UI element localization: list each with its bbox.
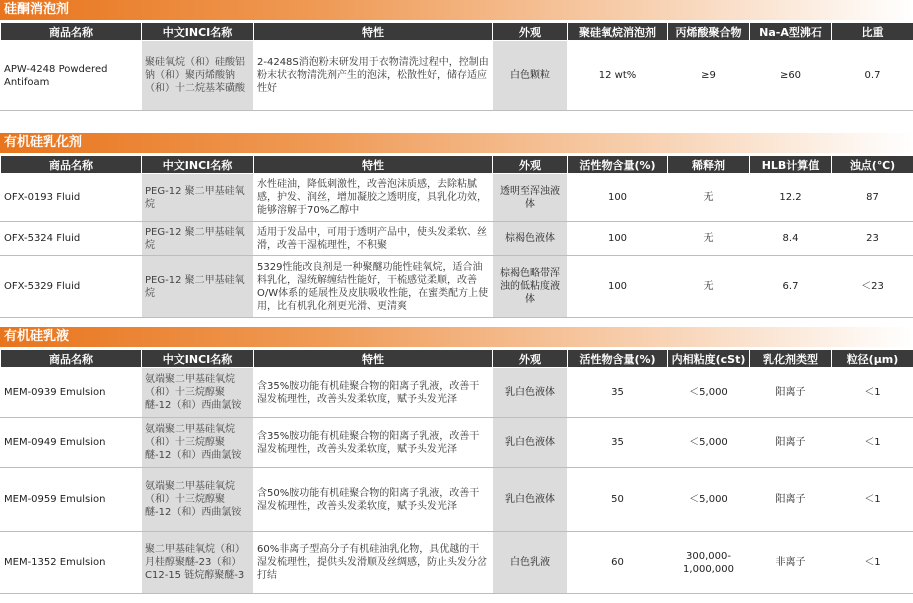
appearance: 白色颗粒 [493,41,568,111]
feature-text: 水性硅油，降低刺激性，改善泡沫质感，去除粘腻感，护发、润丝，增加凝胶之透明度，具乳化功效，能够溶解于70%乙醇中 [254,174,493,222]
inci-name: PEG-12 聚二甲基硅氧烷 [142,256,254,318]
cell-value: ＜5,000 [668,368,750,418]
cell-value: 阳离子 [750,468,832,532]
cell-value: 非离子 [750,532,832,594]
appearance: 乳白色液体 [493,418,568,468]
feature-text: 2-4248S消泡粉末研发用于衣物清洗过程中，控制由粉末状衣物清洗剂产生的泡沫，松散性好，储存适应性好 [254,41,493,111]
product-name: OFX-0193 Fluid [1,174,142,222]
column-header: 外观 [493,156,568,174]
cell-value: ＜1 [832,532,913,594]
feature-text: 适用于发品中，可用于透明产品中，使头发柔软、丝滑，改善干湿梳理性，不积聚 [254,222,493,256]
column-header: 乳化剂类型 [750,350,832,368]
cell-value: 300,000-1,000,000 [668,532,750,594]
table-row [1,222,913,256]
table-row [1,41,913,111]
cell-value: 50 [568,468,668,532]
feature-text: 60%非离子型高分子有机硅油乳化物，具优越的干湿发梳理性，提供头发滑顺及丝绸感，防止头发分岔打结 [254,532,493,594]
cell-value: 35 [568,418,668,468]
cell-value: 60 [568,532,668,594]
cell-value: 阳离子 [750,418,832,468]
product-name: MEM-0949 Emulsion [1,418,142,468]
cell-value: 阳离子 [750,368,832,418]
appearance: 棕褐色略带浑浊的低粘度液体 [493,256,568,318]
cell-value: 35 [568,368,668,418]
product-name: MEM-0959 Emulsion [1,468,142,532]
column-header: 丙烯酸聚合物 [668,23,750,41]
cell-value: 6.7 [750,256,832,318]
appearance: 透明至浑浊液体 [493,174,568,222]
cell-value: 无 [668,174,750,222]
cell-value: ≥60 [750,41,832,111]
cell-value: ≥9 [668,41,750,111]
product-name: APW-4248 Powdered Antifoam [1,41,142,111]
feature-text: 5329性能改良剂是一种聚醚功能性硅氧烷，适合油料乳化，湿统解缠结性能好，干梳感觉柔顺，改善O/W体系的延展性及皮肤吸收性能，在蜜类配方上使用，比有机乳化剂更光滑、更清爽 [254,256,493,318]
cell-value: ＜1 [832,368,913,418]
inci-name: PEG-12 聚二甲基硅氧烷 [142,222,254,256]
table-header-row [1,23,913,41]
column-header: 活性物含量(%) [568,350,668,368]
cell-value: ＜5,000 [668,468,750,532]
column-header: 中文INCI名称 [142,350,254,368]
feature-text: 含50%胺功能有机硅聚合物的阳离子乳液，改善干湿发梳理性，改善头发柔软度，赋予头发光泽 [254,468,493,532]
feature-text: 含35%胺功能有机硅聚合物的阳离子乳液，改善干湿发梳理性，改善头发柔软度，赋予头发光泽 [254,368,493,418]
cell-value: 无 [668,256,750,318]
emulsion-table [0,349,913,594]
cell-value: 0.7 [832,41,913,111]
table-row [1,174,913,222]
section-title-emulsifier: 有机硅乳化剂 [0,133,913,153]
cell-value: 100 [568,256,668,318]
feature-text: 含35%胺功能有机硅聚合物的阳离子乳液，改善干湿发梳理性，改善头发柔软度，赋予头发光泽 [254,418,493,468]
emulsifier-table [0,155,913,318]
column-header: 稀释剂 [668,156,750,174]
cell-value: 12 wt% [568,41,668,111]
table-row [1,532,913,594]
appearance: 棕褐色液体 [493,222,568,256]
table-row [1,418,913,468]
cell-value: ＜23 [832,256,913,318]
column-header: 中文INCI名称 [142,156,254,174]
column-header: 聚硅氧烷消泡剂 [568,23,668,41]
column-header: 活性物含量(%) [568,156,668,174]
inci-name: PEG-12 聚二甲基硅氧烷 [142,174,254,222]
table-row [1,468,913,532]
inci-name: 氨端聚二甲基硅氧烷（和）十三烷醇聚醚-12（和）西曲氯铵 [142,368,254,418]
product-name: MEM-1352 Emulsion [1,532,142,594]
inci-name: 聚硅氧烷（和）硅酸铝钠（和）聚丙烯酸钠（和）十二烷基苯磺酸 [142,41,254,111]
column-header: 商品名称 [1,156,142,174]
section-title-emulsion: 有机硅乳液 [0,327,913,347]
column-header: 特性 [254,23,493,41]
table-header-row [1,156,913,174]
inci-name: 氨端聚二甲基硅氧烷（和）十三烷醇聚醚-12（和）西曲氯铵 [142,418,254,468]
antifoam-table [0,22,913,111]
table-row [1,368,913,418]
inci-name: 聚二甲基硅氧烷（和）月桂醇聚醚-23（和）C12-15 链烷醇聚醚-3 [142,532,254,594]
column-header: 外观 [493,23,568,41]
cell-value: 100 [568,174,668,222]
column-header: 特性 [254,350,493,368]
cell-value: ＜5,000 [668,418,750,468]
product-name: OFX-5329 Fluid [1,256,142,318]
cell-value: ＜1 [832,468,913,532]
column-header: Na-A型沸石 [750,23,832,41]
cell-value: 100 [568,222,668,256]
table-row [1,256,913,318]
column-header: 商品名称 [1,23,142,41]
column-header: 外观 [493,350,568,368]
product-name: OFX-5324 Fluid [1,222,142,256]
product-name: MEM-0939 Emulsion [1,368,142,418]
inci-name: 氨端聚二甲基硅氧烷（和）十三烷醇聚醚-12（和）西曲氯铵 [142,468,254,532]
cell-value: 无 [668,222,750,256]
cell-value: 12.2 [750,174,832,222]
cell-value: 8.4 [750,222,832,256]
section-title-antifoam: 硅酮消泡剂 [0,0,913,20]
column-header: 浊点(℃) [832,156,913,174]
column-header: 内相粘度(cSt) [668,350,750,368]
column-header: 粒径(μm) [832,350,913,368]
appearance: 乳白色液体 [493,468,568,532]
table-header-row [1,350,913,368]
appearance: 白色乳液 [493,532,568,594]
cell-value: ＜1 [832,418,913,468]
column-header: HLB计算值 [750,156,832,174]
column-header: 中文INCI名称 [142,23,254,41]
column-header: 商品名称 [1,350,142,368]
column-header: 特性 [254,156,493,174]
cell-value: 23 [832,222,913,256]
cell-value: 87 [832,174,913,222]
appearance: 乳白色液体 [493,368,568,418]
column-header: 比重 [832,23,913,41]
